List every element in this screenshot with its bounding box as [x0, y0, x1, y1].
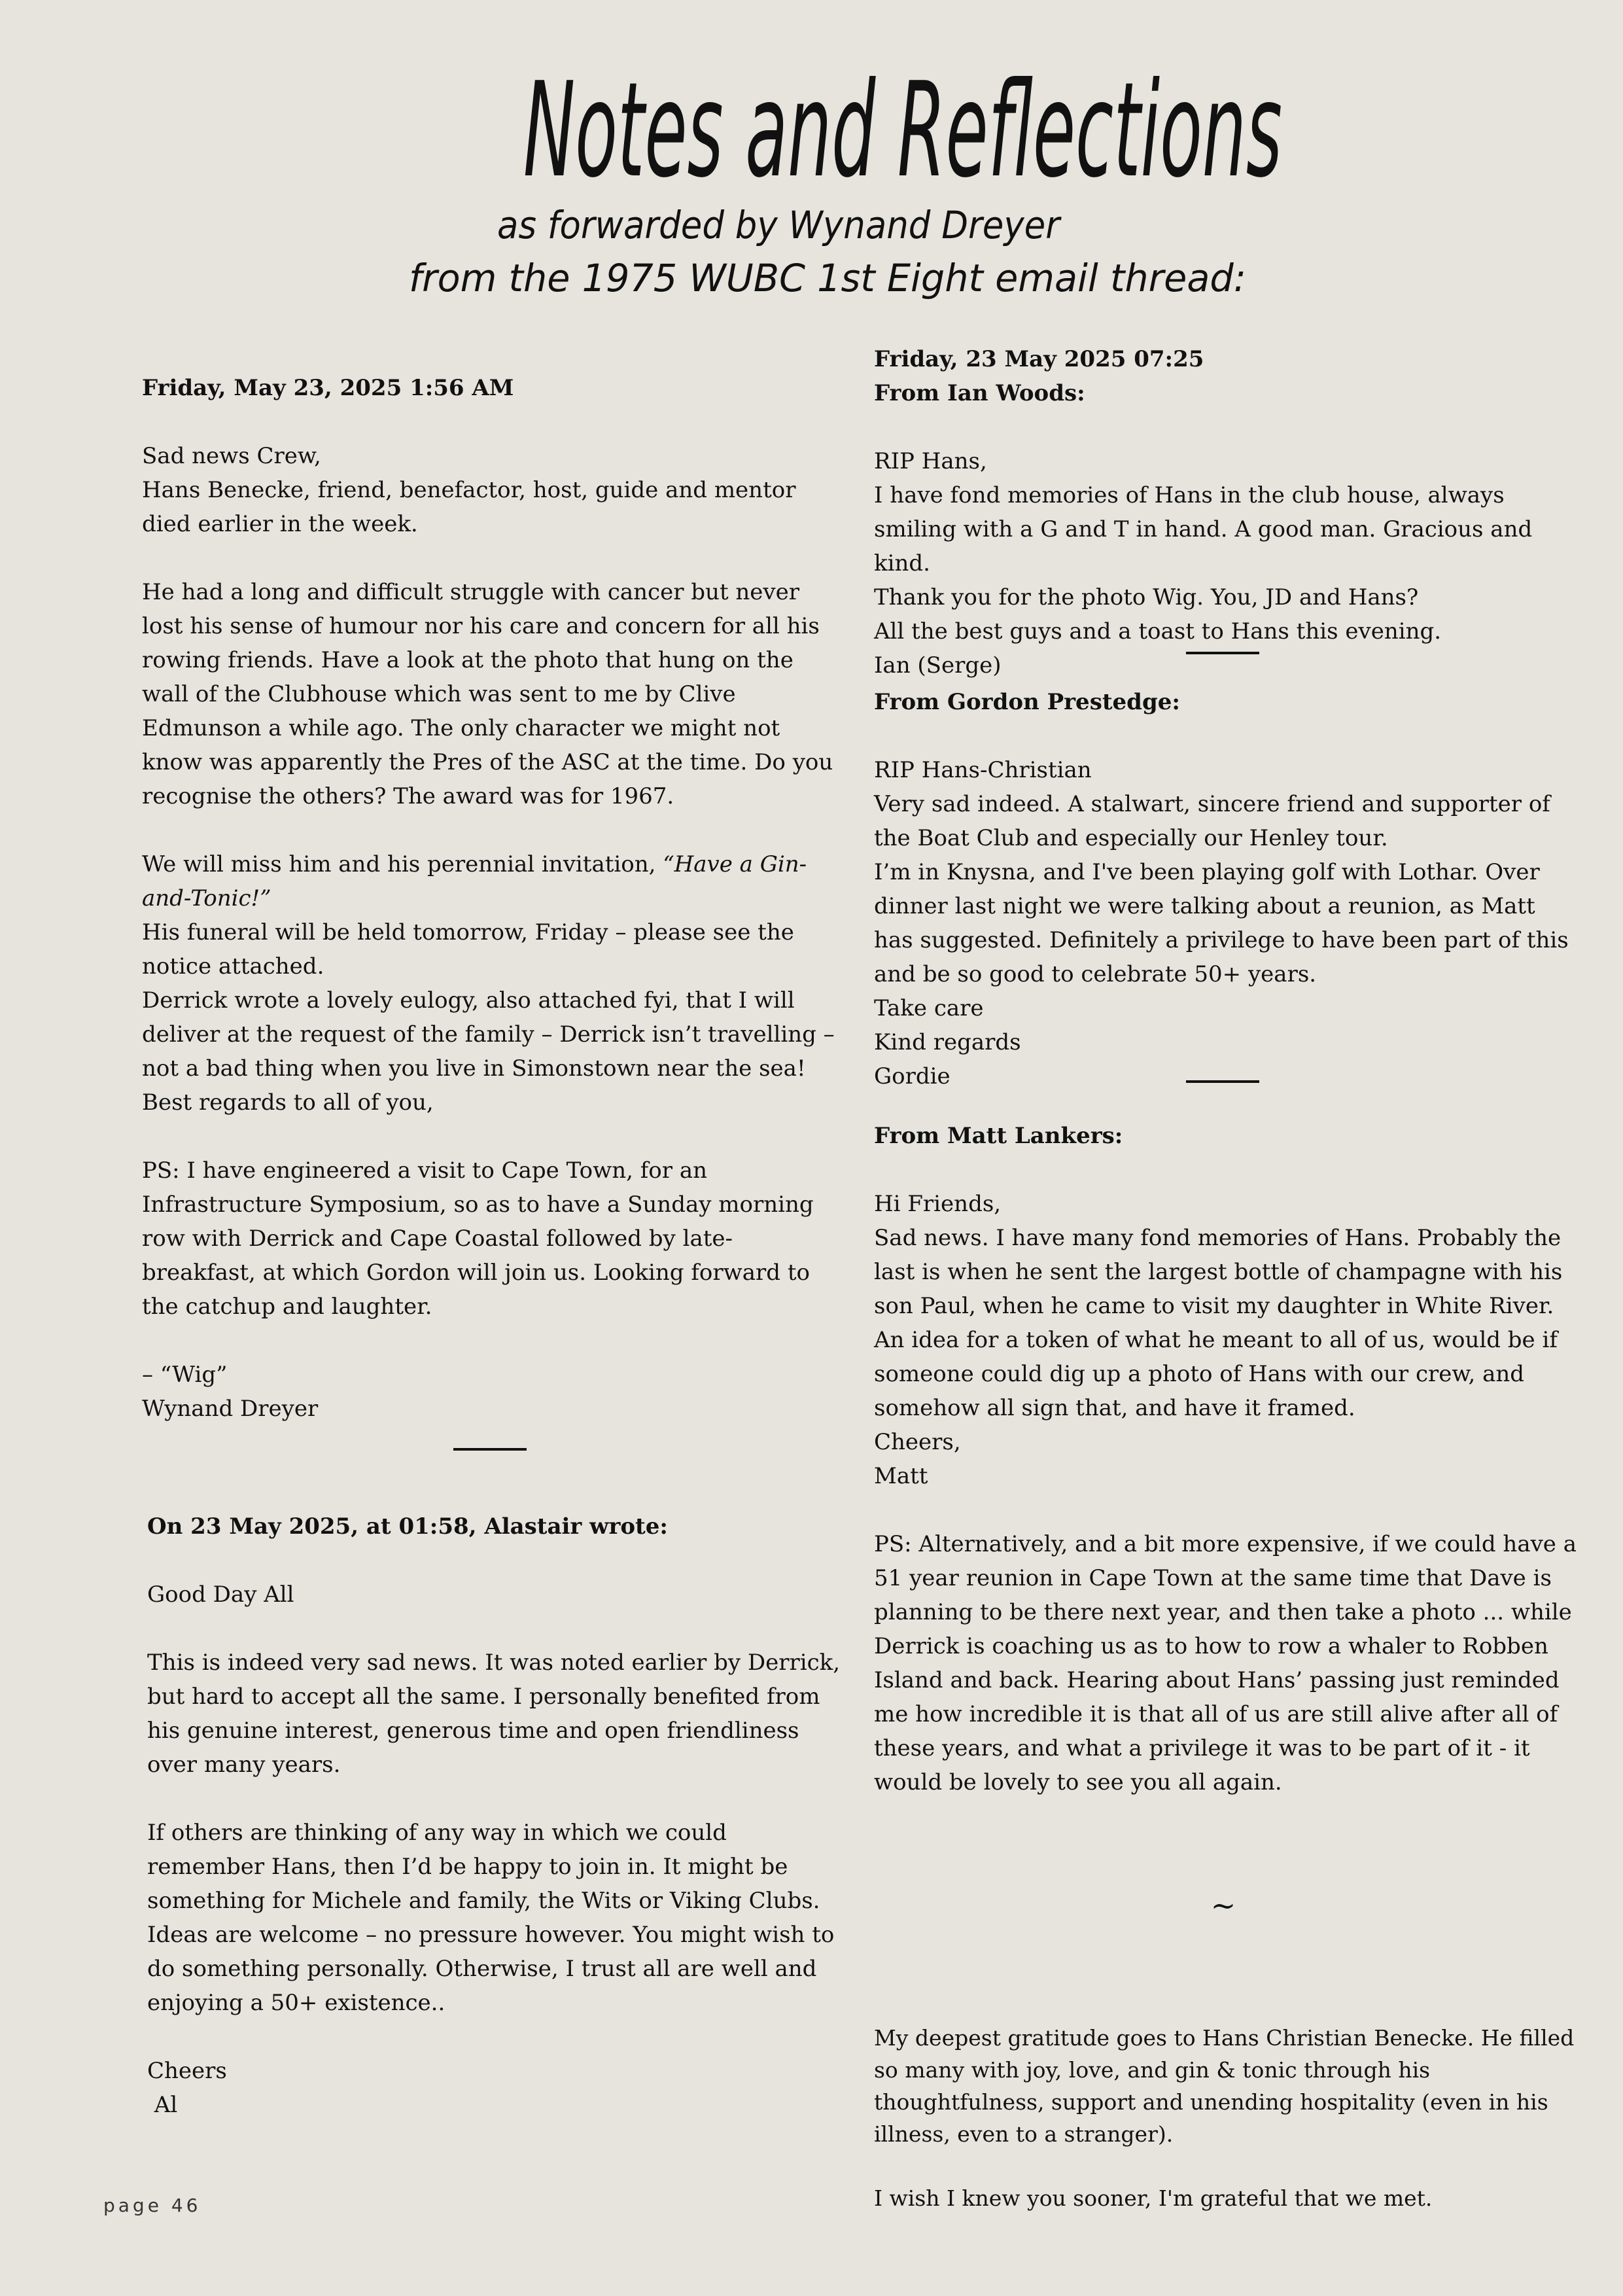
- page-header: [0, 0, 1623, 308]
- gordon-email-line: Take care: [874, 995, 984, 1021]
- email2-header: On 23 May 2025, at 01:58, Alastair wrote:: [147, 1513, 668, 1540]
- email2-signoff: Cheers: [147, 2058, 227, 2084]
- matt-email-line: Cheers,: [874, 1429, 961, 1455]
- right-column-matt: [874, 1119, 1577, 1799]
- email1-date: Friday, May 23, 2025 1:56 AM: [142, 375, 514, 401]
- email1-signature-name: Wynand Dreyer: [142, 1396, 319, 1422]
- email2-signature: Al: [147, 2092, 178, 2118]
- email1-signature-nickname: – “Wig”: [142, 1362, 228, 1388]
- email1-greeting: Sad news Crew,: [142, 443, 321, 469]
- subtitle-line-2: from the 1975 WUBC 1st Eight email thread:: [409, 256, 1246, 300]
- ian-email-date: Friday, 23 May 2025 07:25: [874, 346, 1204, 372]
- section-divider: [1186, 1080, 1259, 1083]
- email1-paragraph: He had a long and difficult struggle with cancer but never lost his sense of humour nor his care and concern for all his rowing friends. Have a look at the photo that hung on the wall of the Clubhouse which was sent to me by Clive Edmunson a while ago. The only character we might not know was apparently the Pres of the ASC at the time. Do you recognise the others? The award was for 1967.: [142, 579, 833, 809]
- ian-email-line: Thank you for the photo Wig. You, JD and Hans?: [874, 584, 1419, 610]
- gordon-email-line: RIP Hans-Christian: [874, 757, 1092, 783]
- matt-email-line: Sad news. I have many fond memories of Hans. Probably the last is when he sent the largest bottle of champagne with his son Paul, when he came to visit my daughter in White River.: [874, 1225, 1563, 1319]
- email1-invitation-quote: “Have a Gin-and-Tonic!”: [142, 851, 807, 911]
- section-divider: [453, 1448, 527, 1451]
- matt-email-line: Hi Friends,: [874, 1191, 1002, 1217]
- email1-paragraph: Best regards to all of you,: [142, 1089, 434, 1116]
- ian-email-line: I have fond memories of Hans in the club house, always smiling with a G and T in hand. A good man. Gracious and kind.: [874, 482, 1533, 576]
- matt-email-line: An idea for a token of what he meant to all of us, would be if someone could dig up a photo of Hans with our crew, and somehow all sign that, and have it framed.: [874, 1327, 1558, 1421]
- email1-paragraph: Derrick wrote a lovely eulogy, also attached fyi, that I will deliver at the request of the family – Derrick isn’t travelling – not a bad thing when you live in Simonstown near the sea!: [142, 987, 835, 1082]
- ian-email-line: All the best guys and a toast to Hans this evening.: [874, 618, 1442, 645]
- closing-paragraph: I wish I knew you sooner, I'm grateful that we met.: [874, 2185, 1433, 2211]
- ian-email-from: From Ian Woods:: [874, 380, 1085, 406]
- ian-email-signature: Ian (Serge): [874, 652, 1002, 679]
- matt-email-from: From Matt Lankers:: [874, 1123, 1123, 1149]
- email2-greeting: Good Day All: [147, 1581, 294, 1608]
- gordon-email-line: I’m in Knysna, and I've been playing golf with Lothar. Over dinner last night we were talking about a reunion, as Matt has suggested. Definitely a privilege to have been part of this and be so good to celebrate 50+ years.: [874, 859, 1569, 987]
- gordon-email-line: Very sad indeed. A stalwart, sincere friend and supporter of the Boat Club and especially our Henley tour.: [874, 791, 1550, 851]
- email1-paragraph: [142, 847, 845, 915]
- section-divider: [1186, 652, 1259, 654]
- gordon-email-from: From Gordon Prestedge:: [874, 689, 1180, 715]
- email2-paragraph: If others are thinking of any way in which we could remember Hans, then I’d be happy to join in. It might be something for Michele and family, the Wits or Viking Clubs. Ideas are welcome – no pressure however. You might wish to do something personally. Otherwise, I trust all are well and enjoying a 50+ existence..: [147, 1820, 835, 2016]
- right-column: [874, 342, 1577, 682]
- handwritten-title-art: [0, 0, 1623, 308]
- email1-invitation-text: We will miss him and his perennial invitation,: [142, 851, 663, 877]
- right-column-gordon: [874, 685, 1577, 1093]
- gordon-email-signature: Gordie: [874, 1063, 951, 1089]
- matt-email-signature: Matt: [874, 1463, 928, 1489]
- email2-paragraph: This is indeed very sad news. It was noted earlier by Derrick, but hard to accept all the same. I personally benefited from his genuine interest, generous time and open friendliness over many years.: [147, 1650, 841, 1778]
- subtitle-line-1: as forwarded by Wynand Dreyer: [497, 203, 1062, 247]
- matt-email-postscript: PS: Alternatively, and a bit more expensive, if we could have a 51 year reunion in Cape Town at the same time that Dave is planning to be there next year, and then take a photo ... while Derrick is coaching us as to how to row a whaler to Robben Island and back. Hearing about Hans’ passing just reminded me how incredible it is that all of us are still alive after all of these years, and what a privilege it was to be part of it - it would be lovely to see you all again.: [874, 1531, 1577, 1795]
- email1-paragraph: Hans Benecke, friend, benefactor, host, guide and mentor died earlier in the week.: [142, 477, 796, 537]
- email1-postscript: PS: I have engineered a visit to Cape Town, for an Infrastructure Symposium, so as to have a Sunday morning row with Derrick and Cape Coastal followed by late-breakfast, at which Gordon will join us. Looking forward to the catchup and laughter.: [142, 1157, 814, 1320]
- closing-paragraph: My deepest gratitude goes to Hans Christian Benecke. He filled so many with joy, love, and gin & tonic through his thoughtfulness, support and unending hospitality (even in his illness, even to a stranger).: [874, 2025, 1575, 2147]
- ian-email-line: RIP Hans,: [874, 448, 987, 474]
- page-number: page 46: [103, 2195, 201, 2216]
- page-title: Notes and Reflections: [523, 54, 1282, 207]
- section-tilde: ~: [1210, 1888, 1236, 1923]
- gordon-email-line: Kind regards: [874, 1029, 1021, 1055]
- closing-note: [874, 2022, 1577, 2214]
- left-column-email2: [147, 1510, 850, 2122]
- email1-paragraph: His funeral will be held tomorrow, Friday – please see the notice attached.: [142, 919, 794, 980]
- left-column: [142, 371, 845, 1426]
